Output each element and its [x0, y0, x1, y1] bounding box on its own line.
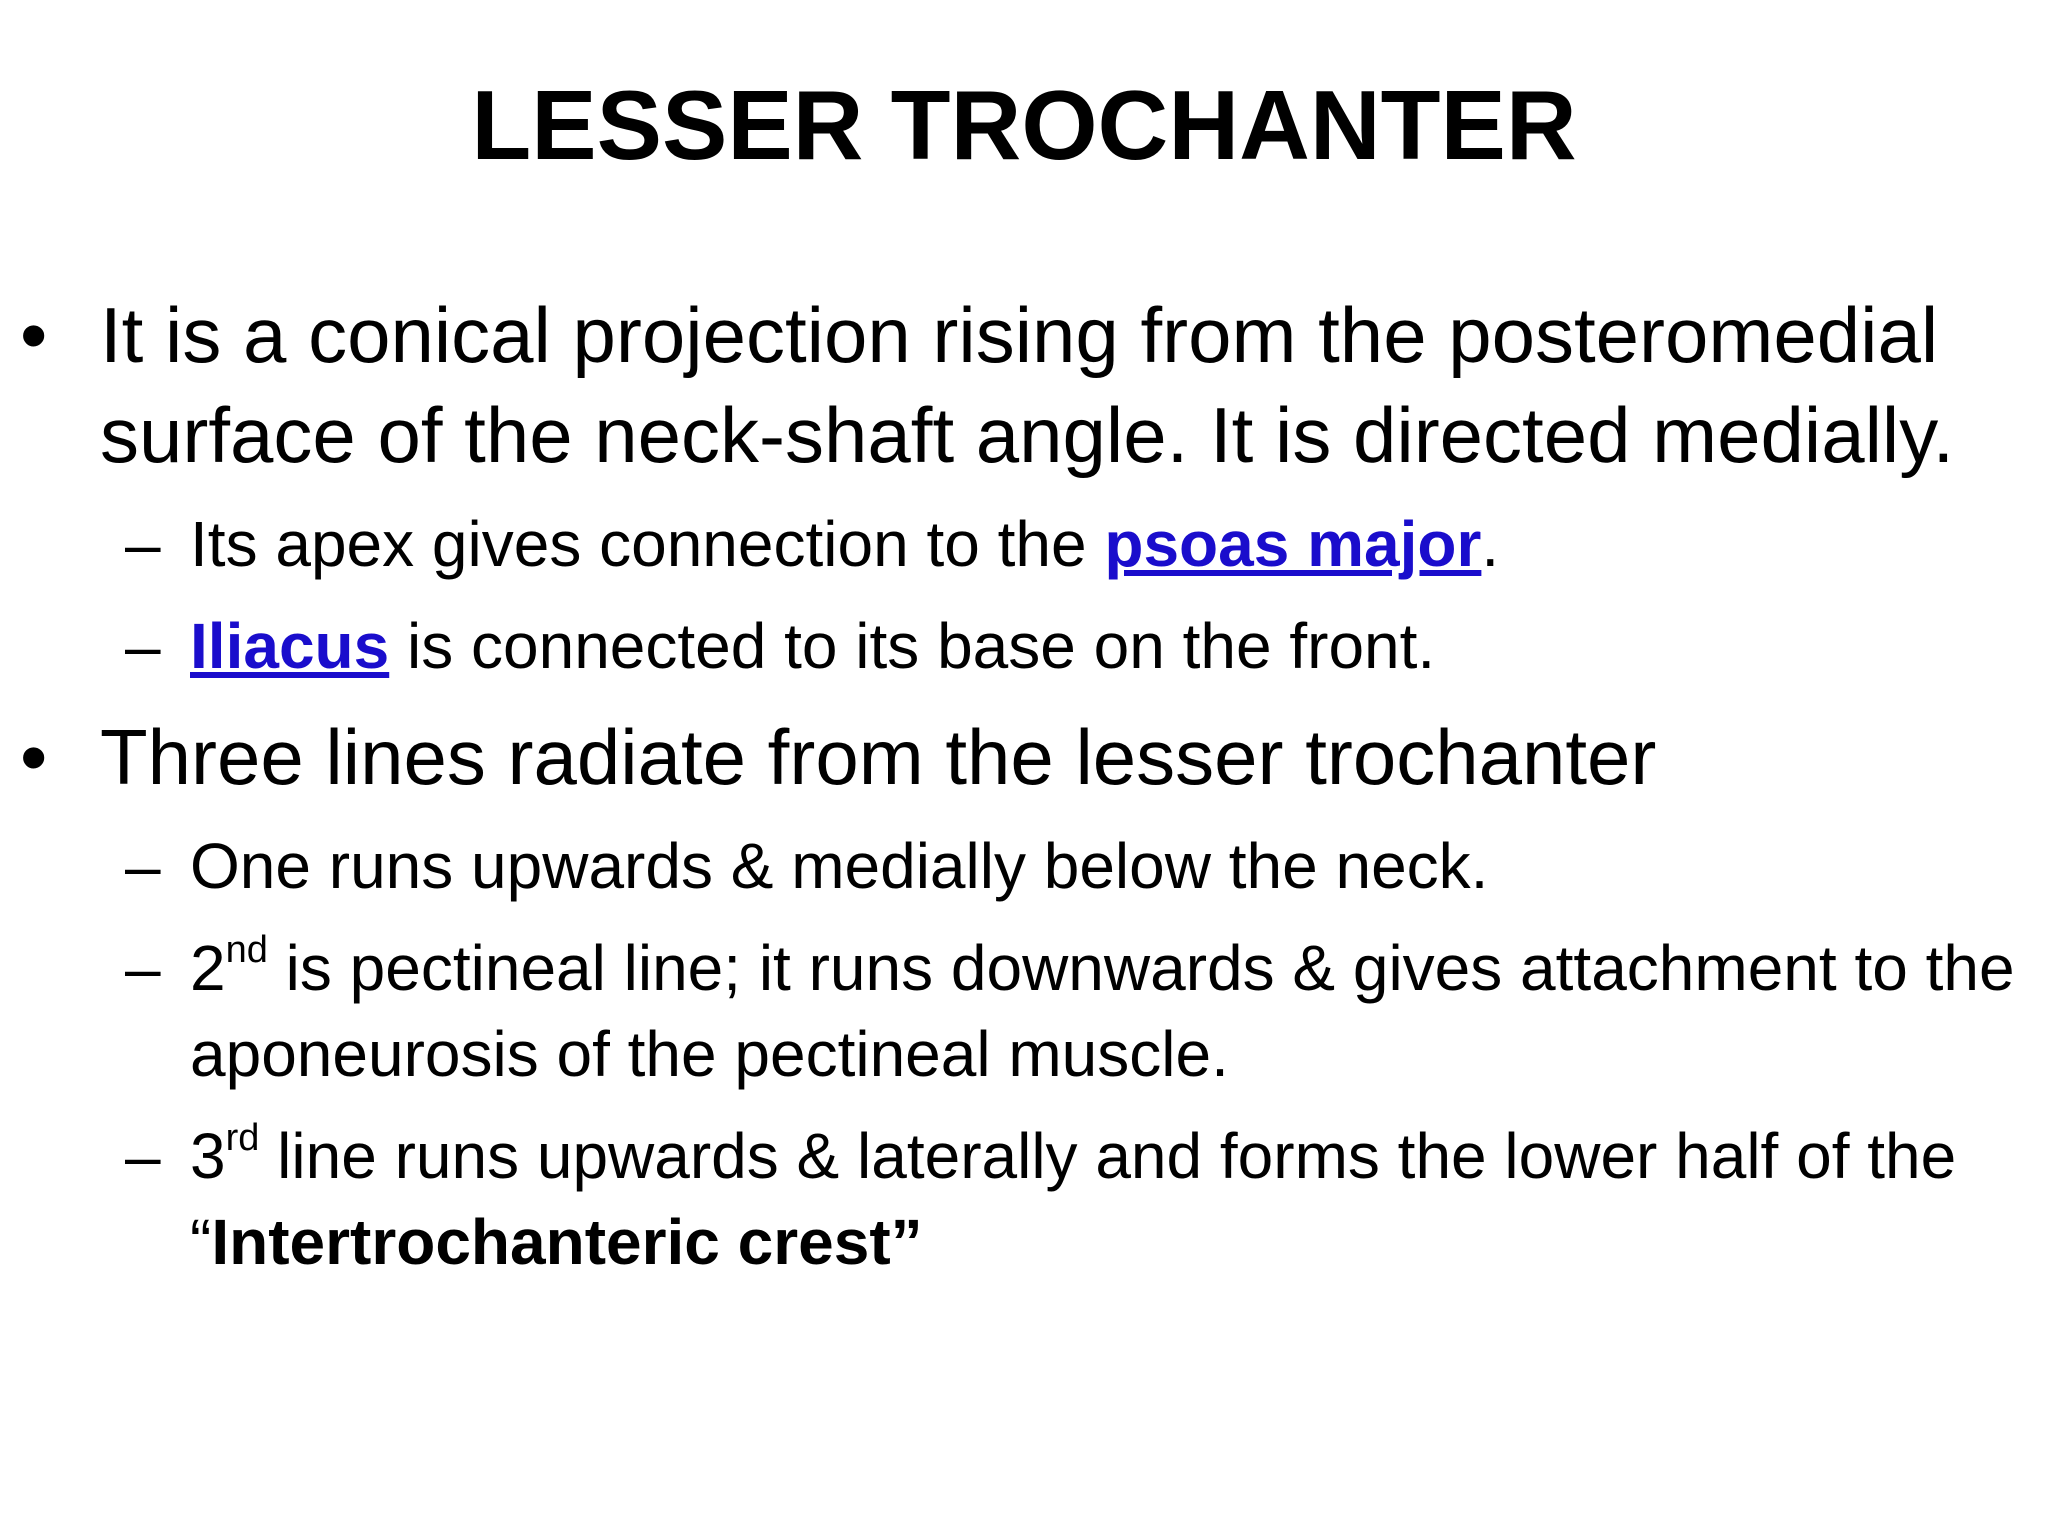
bullet-item	[20, 285, 2040, 485]
dash-icon: –	[125, 830, 161, 902]
sub-bullet-item	[20, 1113, 2040, 1285]
slide-body	[20, 285, 2040, 1285]
sub-bullet-text: One runs upwards & medially below the neck.	[190, 830, 1489, 902]
bullet-text: It is a conical projection rising from the posteromedial surface of the neck-shaft angle. It is directed medially.	[100, 291, 1955, 479]
dash-icon: –	[125, 932, 161, 1004]
bullet-item	[20, 707, 2040, 807]
sub-bullet-item	[20, 925, 2040, 1097]
sub-bullet-text: .	[1481, 508, 1500, 580]
ordinal-number: 3	[190, 1120, 226, 1192]
sub-bullet-text: Its apex gives connection to the	[190, 508, 1105, 580]
bold-term: Intertrochanteric crest”	[211, 1206, 923, 1278]
sub-bullet-item	[20, 823, 2040, 909]
ordinal-suffix: nd	[225, 929, 268, 971]
sub-bullet-item	[20, 501, 2040, 587]
sub-bullet-text: is pectineal line; it runs downwards & gives attachment to the aponeurosis of the pectineal muscle.	[190, 932, 2015, 1090]
dash-icon: –	[125, 508, 161, 580]
bullet-dot-icon: •	[20, 291, 48, 379]
dash-icon: –	[125, 610, 161, 682]
sub-bullet-text: is connected to its base on the front.	[389, 610, 1436, 682]
bullet-dot-icon: •	[20, 713, 48, 801]
psoas-major-link[interactable]: psoas major	[1104, 508, 1482, 580]
sub-bullet-text: line runs upwards & laterally and forms the lower half of the “	[190, 1120, 1957, 1278]
sub-bullet-item	[20, 603, 2040, 689]
slide-title: LESSER TROCHANTER	[471, 70, 1577, 180]
ordinal-suffix: rd	[225, 1117, 260, 1159]
bullet-text: Three lines radiate from the lesser trochanter	[100, 713, 1657, 801]
ordinal-number: 2	[190, 932, 226, 1004]
dash-icon: –	[125, 1120, 161, 1192]
iliacus-link[interactable]: Iliacus	[190, 610, 390, 682]
